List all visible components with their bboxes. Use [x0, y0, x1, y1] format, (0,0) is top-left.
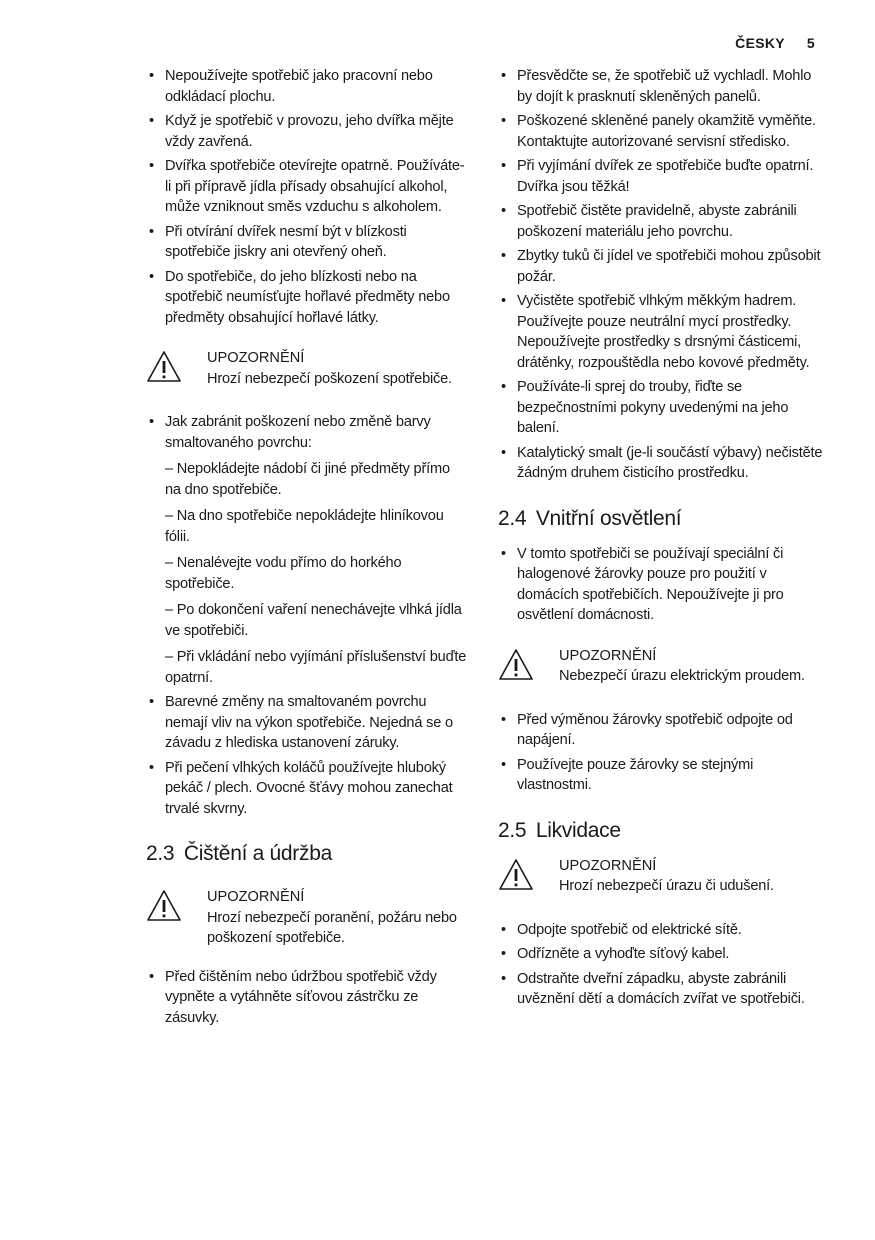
list-item: • Používáte-li sprej do trouby, řiďte se bezpečnostními pokyny uvedenými na jeho balení.	[498, 377, 824, 439]
section-heading	[146, 841, 468, 867]
warning-box	[498, 646, 824, 692]
left-column	[146, 66, 468, 1032]
warning-triangle-icon	[146, 889, 182, 922]
list-item: • Katalytický smalt (je-li součástí výbavy) nečistěte žádným druhem čisticího prostředku.	[498, 443, 824, 484]
list-item: • Přesvědčte se, že spotřebič už vychladl. Mohlo by dojít k prasknutí skleněných panelů.	[498, 66, 824, 107]
list-item: • Do spotřebiče, do jeho blízkosti nebo na spotřebič neumísťujte hořlavé předměty nebo předměty obsahující hořlavé látky.	[146, 267, 468, 329]
warning-box	[146, 348, 468, 394]
dash-item: – Po dokončení vaření nenechávejte vlhká jídla ve spotřebiči.	[165, 602, 462, 639]
bullet-list	[146, 967, 468, 1029]
section-heading	[498, 818, 824, 844]
warning-box	[498, 856, 824, 902]
section-title: Vnitřní osvětlení	[535, 506, 682, 530]
right-column	[498, 66, 824, 1014]
warning-box	[146, 887, 468, 949]
dash-item: – Nenalévejte vodu přímo do horkého spotřebiče.	[165, 555, 402, 592]
warning-text: Hrozí nebezpečí úrazu či udušení.	[559, 878, 774, 894]
dash-item: – Nepokládejte nádobí či jiné předměty přímo na dno spotřebiče.	[165, 461, 450, 498]
header-language: ČESKY	[735, 35, 785, 51]
warning-triangle-icon	[498, 858, 534, 891]
list-item: • Používejte pouze žárovky se stejnými vlastnostmi.	[498, 755, 824, 796]
list-item: • Při vyjímání dvířek ze spotřebiče buďte opatrní. Dvířka jsou těžká!	[498, 156, 824, 197]
bullet-list	[498, 66, 824, 484]
list-item: • Zbytky tuků či jídel ve spotřebiči mohou způsobit požár.	[498, 246, 824, 287]
bullet-list	[498, 710, 824, 796]
page-number: 5	[806, 35, 815, 51]
warning-triangle-icon	[498, 648, 534, 681]
page-header	[735, 35, 815, 51]
list-item: • Při otvírání dvířek nesmí být v blízkosti spotřebiče jiskry ani otevřený oheň.	[146, 222, 468, 263]
warning-text: Hrozí nebezpečí poškození spotřebiče.	[207, 370, 452, 387]
section-number: 2.5	[498, 818, 527, 842]
list-item: • Nepoužívejte spotřebič jako pracovní nebo odkládací plochu.	[146, 66, 468, 107]
section-title: Likvidace	[535, 818, 621, 842]
list-item: • Když je spotřebič v provozu, jeho dvířka mějte vždy zavřená.	[146, 111, 468, 152]
bullet-list	[498, 920, 824, 1010]
dash-item: – Při vkládání nebo vyjímání příslušenství buďte opatrní.	[165, 649, 467, 686]
warning-text: Nebezpečí úrazu elektrickým proudem.	[559, 668, 805, 684]
dash-item: – Na dno spotřebiče nepokládejte hliníkovou fólii.	[165, 508, 444, 545]
list-item: • Vyčistěte spotřebič vlhkým měkkým hadrem. Používejte pouze neutrální mycí prostředky. Nepoužívejte prostředky s drsnými částicemi, drátěnky, rozpouštědla nebo kovové předměty.	[498, 291, 824, 373]
bullet-list	[146, 412, 468, 453]
section-number: 2.3	[146, 842, 175, 865]
warning-title: UPOZORNĚNÍ	[207, 889, 305, 905]
warning-title: UPOZORNĚNÍ	[207, 350, 305, 366]
list-item: • V tomto spotřebiči se používají speciální či halogenové žárovky pouze pro použití v domácích spotřebičích. Nepoužívejte ji pro osvětlení domácnosti.	[498, 544, 824, 626]
list-item: • Odstraňte dveřní západku, abyste zabránili uvěznění dětí a domácích zvířat ve spotřebiči.	[498, 969, 824, 1010]
list-item: • Odpojte spotřebič od elektrické sítě.	[498, 920, 824, 941]
list-item: • Dvířka spotřebiče otevírejte opatrně. Používáte-li při přípravě jídla přísady obsahující alkohol, může vzniknout směs vzduchu s alkoholem.	[146, 156, 468, 218]
warning-triangle-icon	[146, 350, 182, 383]
list-item: • Jak zabránit poškození nebo změně barvy smaltovaného povrchu:	[146, 412, 468, 453]
bullet-list	[146, 66, 468, 328]
warning-text: Hrozí nebezpečí poranění, požáru nebo poškození spotřebiče.	[207, 909, 457, 946]
section-number: 2.4	[498, 506, 527, 530]
warning-title: UPOZORNĚNÍ	[559, 647, 657, 664]
section-heading	[498, 506, 824, 532]
list-item: • Odřízněte a vyhoďte síťový kabel.	[498, 944, 824, 965]
bullet-list	[498, 544, 824, 626]
list-item: • Před čištěním nebo údržbou spotřebič vždy vypněte a vytáhněte síťovou zástrčku ze zásuvky.	[146, 967, 468, 1029]
warning-title: UPOZORNĚNÍ	[559, 857, 657, 874]
list-item: • Poškozené skleněné panely okamžitě vyměňte. Kontaktujte autorizované servisní středisko.	[498, 111, 824, 152]
section-title: Čištění a údržba	[183, 842, 332, 865]
list-item: • Před výměnou žárovky spotřebič odpojte od napájení.	[498, 710, 824, 751]
bullet-list	[146, 692, 468, 819]
list-item: • Spotřebič čistěte pravidelně, abyste zabránili poškození materiálu jeho povrchu.	[498, 201, 824, 242]
list-item: • Při pečení vlhkých koláčů používejte hluboký pekáč / plech. Ovocné šťávy mohou zanechat trvalé skvrny.	[146, 758, 468, 820]
list-item: • Barevné změny na smaltovaném povrchu nemají vliv na výkon spotřebiče. Nejedná se o závadu z hlediska ustanovení záruky.	[146, 692, 468, 754]
